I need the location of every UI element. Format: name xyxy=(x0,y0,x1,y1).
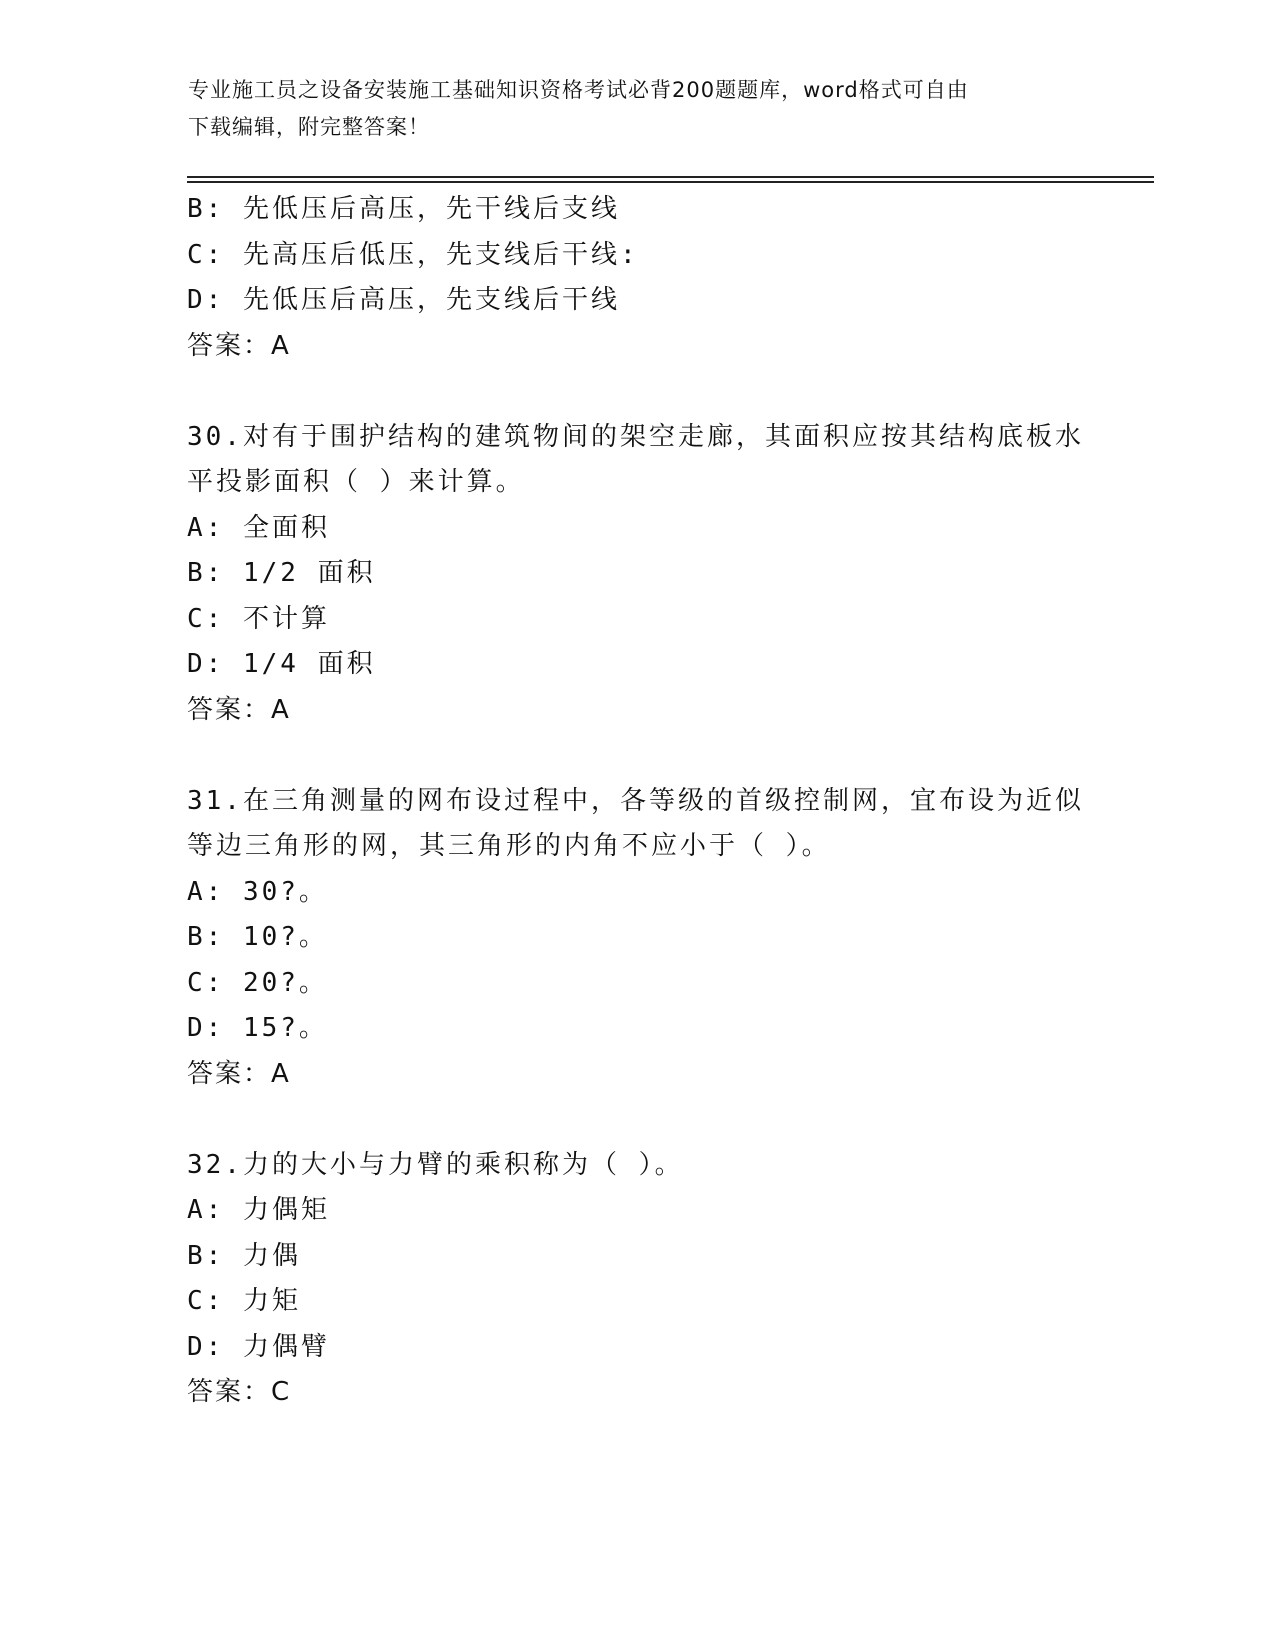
option-d: D: 先低压后高压，先支线后干线 xyxy=(187,285,620,315)
option-b: B: 10?。 xyxy=(187,922,328,952)
document-header xyxy=(188,72,1068,146)
question-text-line-2: 平投影面积（ ）来计算。 xyxy=(187,467,525,497)
question-32 xyxy=(187,1143,1087,1416)
option-a: A: 30?。 xyxy=(187,876,328,907)
option-c: C: 力矩 xyxy=(187,1286,301,1316)
option-d: D: 15?。 xyxy=(187,1013,328,1043)
answer: 答案：C xyxy=(187,1377,292,1407)
answer: 答案：A xyxy=(187,330,291,361)
header-title-line-2: 下载编辑，附完整答案！ xyxy=(188,115,430,139)
option-d: D: 力偶臂 xyxy=(187,1331,330,1362)
spacer xyxy=(187,733,1087,779)
option-b: B: 力偶 xyxy=(187,1240,301,1271)
option-c: C: 不计算 xyxy=(187,603,330,634)
question-text-line-1: 31.在三角测量的网布设过程中，各等级的首级控制网，宜布设为近似 xyxy=(187,785,1084,816)
question-31 xyxy=(187,779,1087,1098)
continued-question xyxy=(187,187,1087,369)
question-text-line-1: 32.力的大小与力臂的乘积称为（ ）。 xyxy=(187,1149,684,1180)
spacer xyxy=(187,1097,1087,1143)
header-divider-top xyxy=(187,176,1154,178)
option-b: B: 先低压后高压，先干线后支线 xyxy=(187,194,620,224)
answer: 答案：A xyxy=(187,694,291,725)
answer: 答案：A xyxy=(187,1058,291,1089)
question-text-line-1: 30.对有于围护结构的建筑物间的架空走廊，其面积应按其结构底板水 xyxy=(187,421,1084,452)
question-30 xyxy=(187,415,1087,734)
option-c: C: 先高压后低压，先支线后干线: xyxy=(187,239,639,270)
document-body xyxy=(187,187,1087,1416)
header-title-line-1: 专业施工员之设备安装施工基础知识资格考试必背200题题库，word格式可自由 xyxy=(188,78,969,102)
option-c: C: 20?。 xyxy=(187,967,328,998)
option-b: B: 1/2 面积 xyxy=(187,558,376,588)
option-d: D: 1/4 面积 xyxy=(187,649,376,679)
option-a: A: 力偶矩 xyxy=(187,1195,330,1225)
question-text-line-2: 等边三角形的网，其三角形的内角不应小于（ ）。 xyxy=(187,831,831,861)
header-divider-bottom xyxy=(187,181,1154,183)
option-a: A: 全面积 xyxy=(187,512,330,543)
spacer xyxy=(187,369,1087,415)
